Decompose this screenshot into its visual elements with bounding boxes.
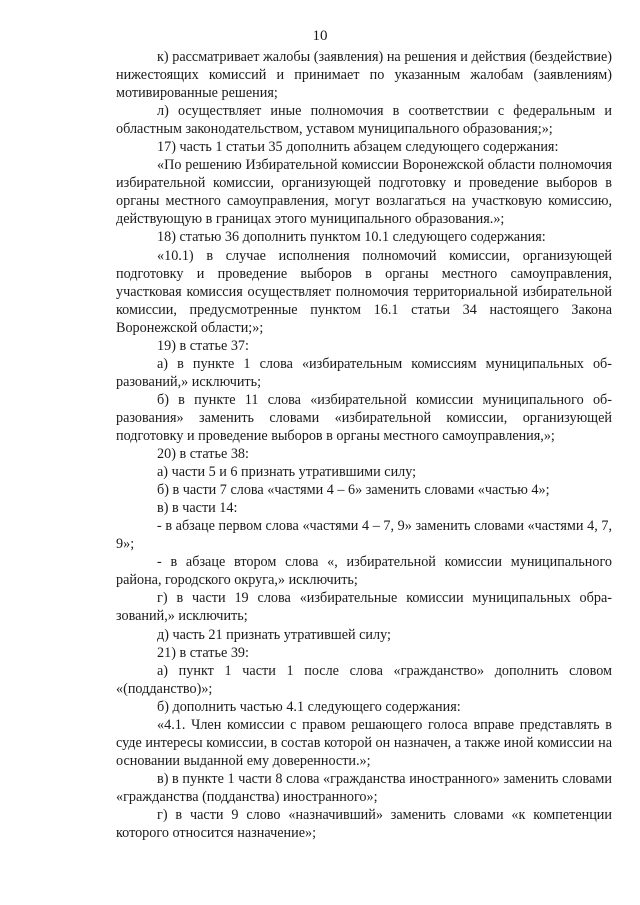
paragraph-21-g: г) в части 9 слово «назначивший» заменить словами «к компетенции которого относится назначение»; <box>116 806 612 842</box>
paragraph-20-v: в) в части 14: <box>157 500 238 517</box>
paragraph-20-v-second: - в абзаце втором слова «, избирательной комиссии муниципального района, городского округа,» исключить; <box>116 554 612 589</box>
paragraph-21-b-quote: «4.1. Член комиссии с правом решающего голоса вправе представлять в суде интересы комиссии, в состав которой он назначен, а также иной комиссии на основании выданной ему доверенности.»; <box>116 716 612 769</box>
paragraph-21: 21) в статье 39: <box>157 644 249 661</box>
paragraph-20-g: г) в части 19 слова «избирательные комиссии муниципальных образований,» исключить; <box>116 590 612 625</box>
paragraph-20-b: б) в части 7 слова «частями 4 – 6» заменить словами «частью 4»; <box>157 482 550 499</box>
paragraph-20-a: а) части 5 и 6 признать утратившими силу; <box>157 464 417 481</box>
page-number: 10 <box>312 28 328 44</box>
paragraph-l: л) осуществляет иные полномочия в соответствии с федеральным и областным законодательством, уставом муниципального образования;»; <box>116 103 612 138</box>
paragraph-19: 19) в статье 37: <box>157 337 249 354</box>
paragraph-21-a: а) пункт 1 части 1 после слова «гражданство» дополнить словом «(подданство)»; <box>116 662 612 697</box>
paragraph-17: 17) часть 1 статьи 35 дополнить абзацем следующего содержания: <box>157 139 559 156</box>
paragraph-18: 18) статью 36 дополнить пунктом 10.1 следующего содержания: <box>157 229 546 246</box>
paragraph-21-v: в) в пункте 1 части 8 слова «гражданства иностранного» заменить словами «гражданства (подданства) иностранного»; <box>116 770 612 805</box>
paragraph-21-b: б) дополнить частью 4.1 следующего содержания: <box>157 698 461 715</box>
paragraph-20-v-first: - в абзаце первом слова «частями 4 – 7, 9» заменить словами «частями 4, 7, 9»; <box>116 518 612 553</box>
paragraph-18-quote: «10.1) в случае исполнения полномочий комиссии, организующей подготовку и проведение выборов в органы местного самоуправления, участковая комиссия осуществляет полномочия территориальной избирательной комиссии, предусмотренные пунктом 16.1 статьи 34 настоящего Закона Воронежской области;»; <box>116 247 612 336</box>
paragraph-19-b: б) в пункте 11 слова «избирательной комиссии муниципального образования» заменить словами «избирательной комиссии, организующей подготовку и проведение выборов в органы местного самоуправления,»; <box>116 391 612 444</box>
paragraph-k: к) рассматривает жалобы (заявления) на решения и действия (бездействие) нижестоящих комиссий и принимает по указанным жалобам (заявлениям) мотивированные решения; <box>116 49 612 102</box>
document-body <box>116 48 612 842</box>
paragraph-20: 20) в статье 38: <box>157 446 249 463</box>
paragraph-20-d: д) часть 21 признать утратившей силу; <box>157 626 391 643</box>
paragraph-19-a: а) в пункте 1 слова «избирательным комиссиям муниципальных образований,» исключить; <box>116 355 612 390</box>
paragraph-17-quote: «По решению Избирательной комиссии Воронежской области полномочия избирательной комиссии, организующей подготовку и проведение выборов в органы местного самоуправления, могут возлагаться на участковую комиссию, действующую в границах этого муниципального образования.»; <box>116 157 612 228</box>
